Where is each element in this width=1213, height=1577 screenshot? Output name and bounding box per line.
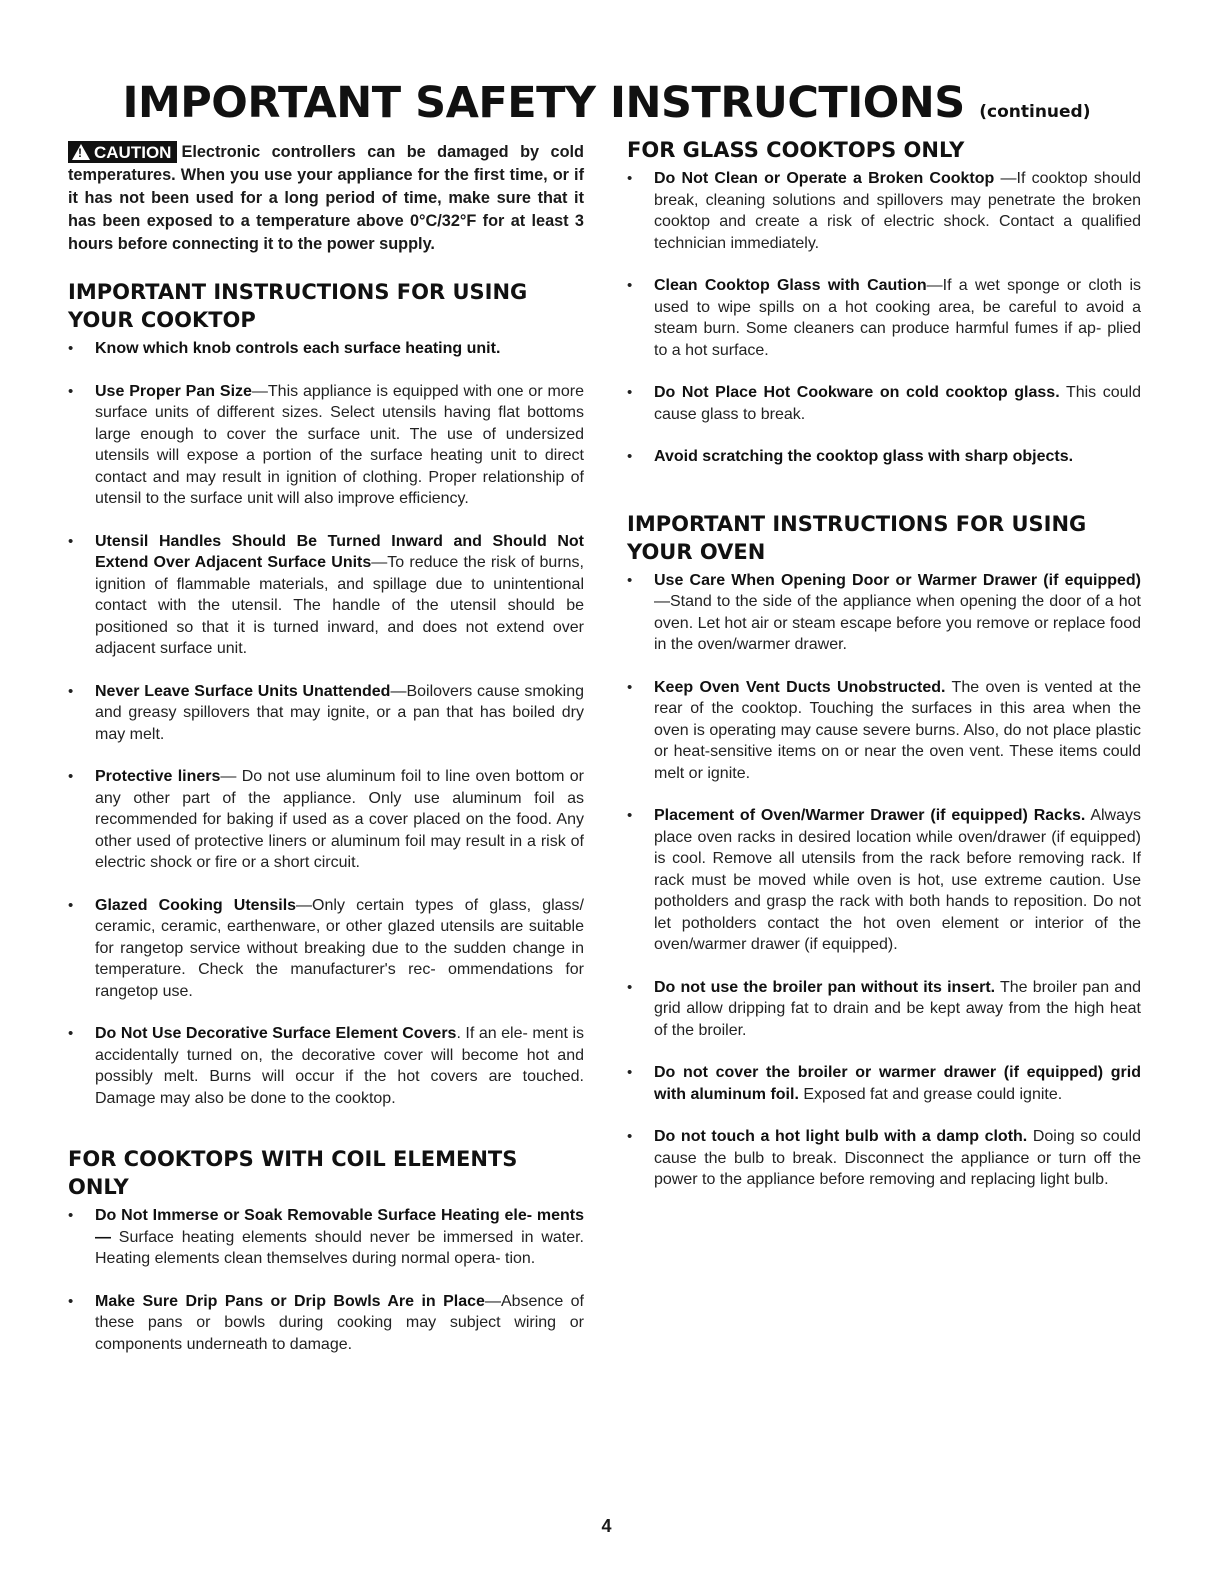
item-text: —If a wet sponge or cloth is used to wipe spills on a hot cooking area, be careful to avoid a steam burn. Some cleaners can produce harmful fumes if ap- plied to a hot surface. [654,277,1141,359]
glass-instructions-list [627,168,1141,468]
caution-notice [68,141,584,256]
item-text: —Boilovers cause smoking and greasy spillovers that may ignite, or a pan that has boiled dry may melt. [95,682,585,743]
item-text: Doing so could cause the bulb to break. Disconnect the appliance or turn off the power to the appliance before removing and replacing light bulb. [654,1128,1141,1188]
item-text: Surface heating elements should never be immersed in water. Heating elements clean themselves during normal opera- tion. [95,1228,584,1267]
item-bold: Never Leave Surface Units Unattended [95,682,391,700]
item-bold: Do not use the broiler pan without its insert. [654,978,996,996]
page-title-text: IMPORTANT SAFETY INSTRUCTIONS [122,78,965,128]
item-text: —Stand to the side of the appliance when opening the door of a hot oven. Let hot air or steam escape before you remove or replace food in the oven/warmer drawer. [654,593,1141,653]
caution-badge [68,141,177,163]
page-title [0,78,1213,128]
item-text: Exposed fat and grease could ignite. [798,1085,1063,1103]
section-heading-oven: IMPORTANT INSTRUCTIONS FOR USING YOUR OVEN [627,511,1087,564]
left-column [68,141,584,1376]
item-bold: Keep Oven Vent Ducts Unobstructed. [654,678,946,696]
list-item [627,446,1141,468]
item-bold: Do Not Clean or Operate a Broken Cooktop [654,170,995,187]
list-item [68,681,584,746]
item-bold: Do not touch a hot light bulb with a damp cloth. [654,1128,1028,1145]
item-text: —This appliance is equipped with one or more surface units of different sizes. Select utensils having flat bottoms large enough to cover the surface unit. The use of undersized utensils will expose a portion of the surface heating unit to direct contact and may result in ignition of clothing. Proper relationship of utensil to the surface unit will also improve efficiency. [95,382,584,507]
item-bold: Do Not Place Hot Cookware on cold cooktop glass. [654,384,1060,401]
item-bold: Utensil Handles Should Be Turned Inward and Should Not Extend Over Adjacent Surface Units [95,532,584,571]
item-bold: Do not cover the broiler or warmer drawer (if equipped) grid with aluminum foil. [654,1064,1141,1103]
section-heading-glass: FOR GLASS COOKTOPS ONLY [627,138,965,162]
item-bold: Protective liners [95,768,221,785]
list-item [68,1023,584,1109]
list-item [68,766,584,874]
list-item [627,1126,1141,1191]
caution-badge-label: CAUTION [94,142,172,162]
list-item [68,381,584,510]
list-item [68,338,584,360]
right-column [627,136,1141,1212]
list-item [627,570,1141,656]
item-text: Always place oven racks in desired location while oven/drawer (if equipped) is cool. Remove all utensils from the rack before removing rack. If rack must be moved while oven is hot, use extreme caution. Use potholders and grasp the rack with both hands to reposition. Do not let potholders contact the hot oven element or interior of the oven/warmer drawer (if equipped). [654,807,1141,953]
list-item [627,168,1141,254]
item-text: — Do not use aluminum foil to line oven bottom or any other part of the appliance. Only use aluminum foil as recommended for baking if used as a cover placed on the food. Any other used of protective liners or aluminum foil may result in a risk of electric shock or fire or a short circuit. [95,768,585,871]
item-bold: Use Care When Opening Door or Warmer Drawer (if equipped) [654,571,1141,589]
cooktop-instructions-list [68,338,584,1109]
page-number: 4 [601,1516,612,1536]
item-text: . If an ele- ment is accidentally turned on, the decorative cover will become hot and possibly melt. Burns will occur if the hot covers are touched. Damage may also be done to the cooktop. [95,1025,585,1107]
list-item [627,1062,1141,1105]
list-item [627,677,1141,785]
section-heading-coil: FOR COOKTOPS WITH COIL ELEMENTS ONLY [68,1147,518,1199]
list-item [627,275,1141,361]
oven-instructions-list [627,570,1141,1191]
list-item [68,1205,584,1270]
page-title-suffix: (continued) [979,102,1091,122]
list-item [627,382,1141,425]
item-text: The broiler pan and grid allow dripping fat to drain and be kept away from the high heat of the broiler. [654,978,1141,1039]
list-item [627,805,1141,956]
coil-instructions-list [68,1205,584,1355]
list-item [627,977,1141,1042]
item-bold: Glazed Cooking Utensils [95,896,297,914]
item-bold: Know which knob controls each surface heating unit. [95,340,501,357]
item-bold: Make Sure Drip Pans or Drip Bowls Are in Place [95,1292,485,1310]
item-bold: Use Proper Pan Size [95,382,252,400]
warning-triangle-icon [72,144,90,160]
item-text: The oven is vented at the rear of the cooktop. Touching the surfaces in this area when the oven is operating may cause severe burns. Also, do not place plastic or heat-sensitive items on or near the oven vent. These items could melt or ignite. [654,678,1142,782]
item-text: —If cooktop should break, cleaning solutions and spillovers may penetrate the broken cooktop and create a risk of electric shock. Contact a qualified technician immediately. [654,170,1141,252]
item-bold: Clean Cooktop Glass with Caution [654,277,927,294]
item-text: —To reduce the risk of burns, ignition of flammable materials, and spillage due to unintentional contact with the utensil. The handle of the utensil should be positioned so that it is turned inward, and does not extend over adjacent surface unit. [95,554,584,657]
list-item [68,1291,584,1356]
list-item [68,531,584,660]
item-bold: Do Not Immerse or Soak Removable Surface Heating ele- ments— [95,1207,584,1246]
caution-text: Electronic controllers can be damaged by cold temperatures. When you use your appliance for the first time, or if it has not been used for a long period of time, make sure that it has been exposed to a temperature above 0°C/32°F for at least 3 hours before connecting it to the power supply. [68,143,584,253]
item-text: —Absence of these pans or bowls during cooking may subject wiring or components underneath to damage. [95,1292,584,1353]
item-text: This could cause glass to break. [654,384,1142,423]
section-heading-cooktop: IMPORTANT INSTRUCTIONS FOR USING YOUR COOKTOP [68,280,528,332]
item-bold: Placement of Oven/Warmer Drawer (if equipped) Racks. [654,807,1086,824]
list-item [68,895,584,1003]
item-bold: Do Not Use Decorative Surface Element Covers [95,1025,457,1042]
item-text: —Only certain types of glass, glass/ ceramic, ceramic, earthenware, or other glazed utensils are suitable for rangetop service without breaking due to the sudden change in temperature. Check the manufacturer's rec- ommendations for rangetop use. [95,896,585,1000]
item-bold: Avoid scratching the cooktop glass with sharp objects. [654,448,1074,465]
